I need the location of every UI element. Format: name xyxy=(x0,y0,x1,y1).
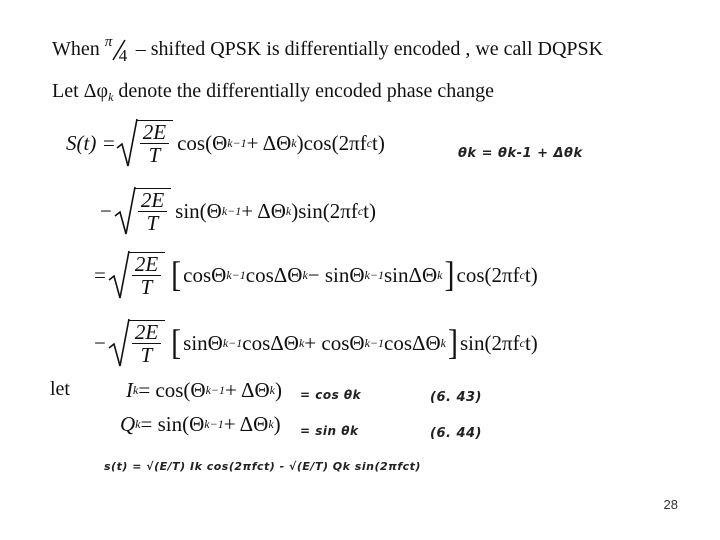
let-label: let xyxy=(50,378,70,400)
equation-s-line2: − $\frac{2E}{T}$ sin(Θ k−1 + ΔΘ k )sin(2πf c t) xyxy=(100,188,376,235)
fraction-denominator: 4 xyxy=(118,46,128,66)
sqrt-2e-over-t: $\frac{2E}{T}$ xyxy=(116,118,173,168)
radical-icon xyxy=(108,250,130,300)
equation-ik: I k = cos(Θ k−1 + ΔΘ k ) xyxy=(126,378,282,402)
radical-icon xyxy=(114,186,136,236)
fraction-numerator: π xyxy=(104,34,113,51)
sqrt-2e-over-t: $\frac{2E}{T}$ xyxy=(108,250,165,300)
definition-prefix: Let Δφ xyxy=(52,80,109,102)
lhs-s: S(t) = xyxy=(66,130,116,155)
equation-s-line1: S(t) = $\frac{2E}{T}$ cos(Θ k−1 + ΔΘ k )cos(2πf c t) xyxy=(66,120,385,167)
radical-icon xyxy=(108,318,130,368)
intro-prefix: When xyxy=(52,38,100,60)
definition-suffix: denote the differentially encoded phase change xyxy=(118,80,494,102)
intro-line xyxy=(52,34,604,66)
intro-suffix: – shifted QPSK is differentially encoded , we call DQPSK xyxy=(135,38,604,60)
handwritten-theta-relation: θk = θk-1 + Δθk xyxy=(458,146,583,161)
radical-icon xyxy=(116,118,138,168)
handwritten-eq-number-643: (6. 43) xyxy=(430,390,482,405)
sqrt-2e-over-t: $\frac{2E}{T}$ xyxy=(108,318,165,368)
equation-s-line3: = $\frac{2E}{T}$ [ cosΘ k−1 cosΔΘ k − sinΘ k−1 sinΔΘ k ] cos(2πf c t) xyxy=(94,252,538,299)
handwritten-ik-note: = cos θk xyxy=(300,388,362,402)
definition-subscript: k xyxy=(108,90,114,104)
pi-over-4-fraction xyxy=(104,34,131,66)
handwritten-qk-note: = sin θk xyxy=(300,424,359,438)
definition-line xyxy=(52,80,494,105)
page-number: 28 xyxy=(663,497,678,512)
handwritten-st-formula: s(t) = √(E/T) Ik cos(2πfct) - √(E/T) Qk sin(2πfct) xyxy=(104,460,421,473)
equation-s-line4: − $\frac{2E}{T}$ [ sinΘ k−1 cosΔΘ k + cosΘ k−1 cosΔΘ k ] sin(2πf c t) xyxy=(94,320,538,367)
sqrt-2e-over-t: $\frac{2E}{T}$ xyxy=(114,186,171,236)
equation-qk: Q k = sin(Θ k−1 + ΔΘ k ) xyxy=(120,412,281,436)
handwritten-eq-number-644: (6. 44) xyxy=(430,426,482,441)
